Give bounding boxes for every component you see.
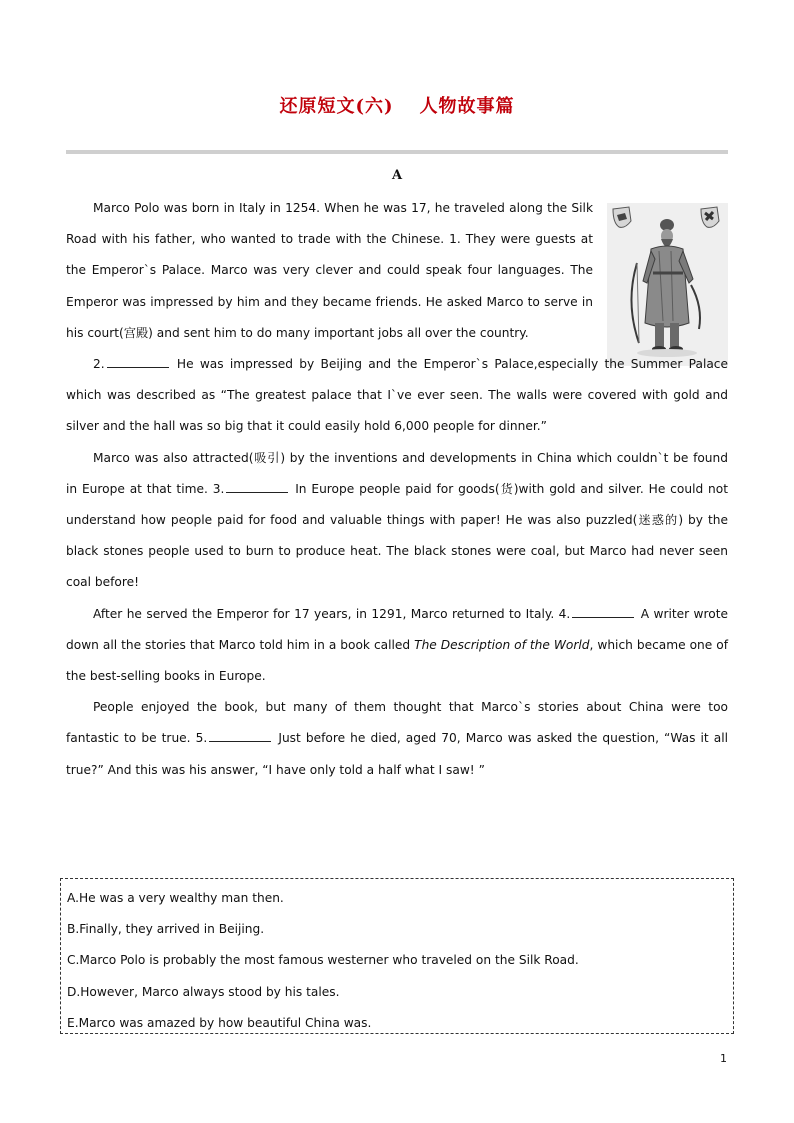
- paragraph-1: Marco Polo was born in Italy in 1254. When he was 17, he traveled along the Silk Road with his father, who wanted to trade with the Chinese. 1. They were guests at the Emperor`s Palace. Marco was very clever and could speak four languages. The Emperor was impressed by him and they became friends. He asked Marco to serve in his court(宫殿) and sent him to do many important jobs all over the country.: [66, 201, 593, 340]
- paragraph-3-text-start: Marco was also attracted(吸引) by the inventions and developments in China which couldn`t be found in Europe at that time. 3.: [66, 450, 728, 496]
- option-e: E.Marco was amazed by how beautiful China was.: [67, 1015, 372, 1030]
- paragraph-5-text-end: Just before he died, aged 70, Marco was asked the question, “Was it all true?” And this was his answer, “I have only told a half what I saw! ”: [66, 731, 728, 777]
- paragraph-3-text-end: In Europe people paid for goods(货)with gold and silver. He could not understand how people paid for food and valuable things with paper! He was also puzzled(迷惑的) by the black stones people used to burn to produce heat. The black stones were coal, but Marco had never seen coal before!: [66, 481, 729, 590]
- blank-5[interactable]: [209, 727, 271, 742]
- option-b: B.Finally, they arrived in Beijing.: [67, 922, 265, 937]
- option-a: A.He was a very wealthy man then.: [67, 891, 284, 905]
- title-part-2: 人物故事篇: [419, 96, 515, 117]
- blank-2-number: 2.: [93, 357, 105, 372]
- blank-4[interactable]: [572, 603, 634, 618]
- page-number: 1: [720, 1052, 727, 1065]
- paragraph-4: [66, 599, 728, 693]
- paragraph-5: [66, 692, 728, 786]
- section-label: A: [391, 168, 403, 183]
- book-title: The Description of the World: [414, 637, 590, 652]
- option-d: D.However, Marco always stood by his tales.: [67, 984, 340, 999]
- reading-passage: [66, 193, 728, 786]
- title-divider: [66, 150, 728, 154]
- answer-options-box: [60, 878, 734, 1034]
- paragraph-2-text: He was impressed by Beijing and the Emperor`s Palace,especially the Summer Palace which was described as “The greatest palace that I`ve ever seen. The walls were covered with gold and silver and the hall was so big that it could easily hold 6,000 people for dinner.”: [66, 357, 729, 434]
- paragraph-2: [66, 349, 728, 443]
- paragraph-4-text-end: , which became one of the best-selling books in Europe.: [66, 637, 729, 684]
- paragraph-5-text-start: People enjoyed the book, but many of them thought that Marco`s stories about China were too fantastic to be true. 5.: [66, 700, 728, 746]
- blank-2[interactable]: [107, 353, 169, 368]
- blank-3[interactable]: [226, 478, 288, 493]
- title-part-1: 还原短文(六): [279, 96, 394, 117]
- document-title: [0, 92, 794, 118]
- paragraph-3: [66, 443, 728, 599]
- option-c: C.Marco Polo is probably the most famous westerner who traveled on the Silk Road.: [67, 953, 579, 968]
- paragraph-4-text-mid: A writer wrote down all the stories that Marco told him in a book called: [66, 606, 729, 652]
- paragraph-4-text-start: After he served the Emperor for 17 years, in 1291, Marco returned to Italy. 4.: [93, 606, 571, 621]
